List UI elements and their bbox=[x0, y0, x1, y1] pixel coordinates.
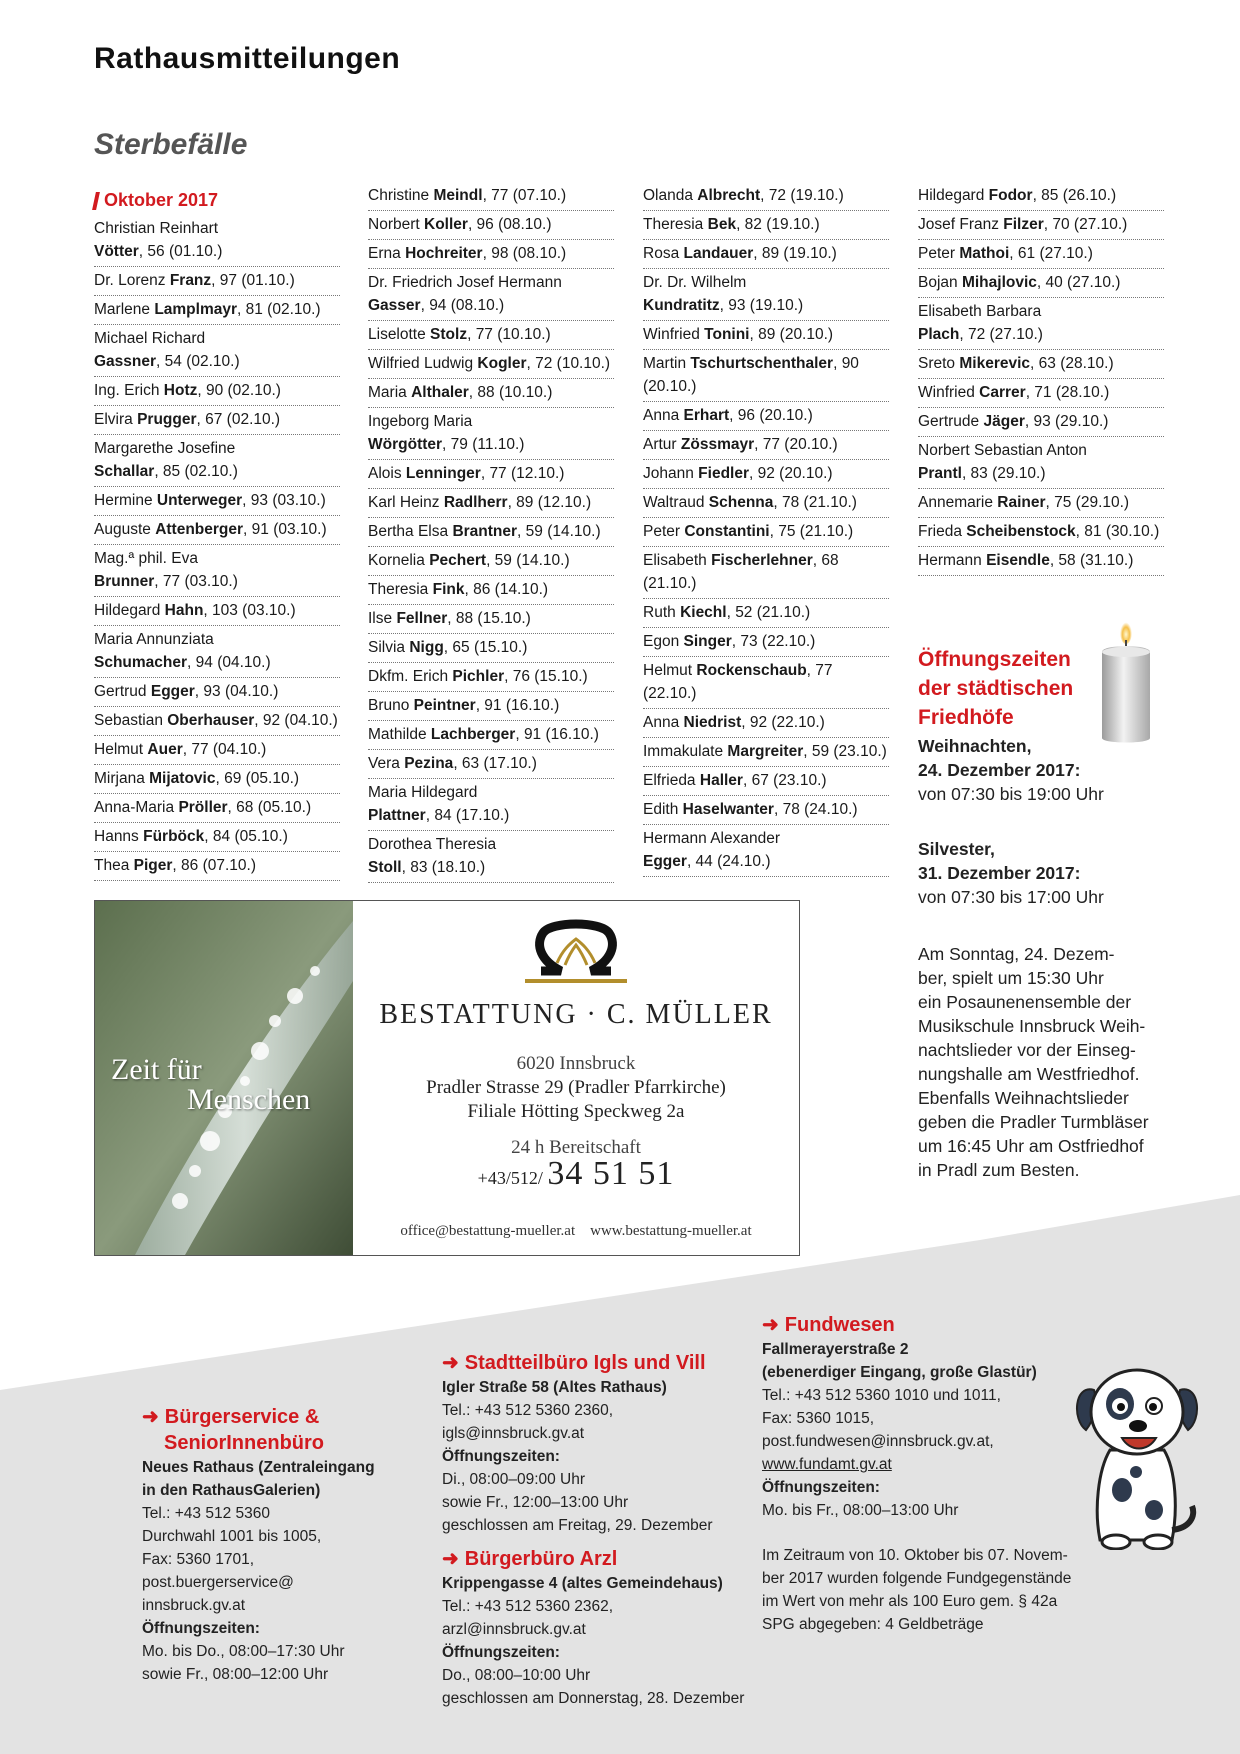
section-title: Sterbefälle bbox=[94, 128, 248, 161]
surname: Stolz bbox=[430, 326, 468, 343]
obituary-entry: Anna-Maria Pröller, 68 (05.10.) bbox=[94, 794, 340, 823]
ad-branch: Filiale Hötting Speckweg 2a bbox=[467, 1101, 685, 1122]
surname: Radlherr bbox=[443, 494, 508, 511]
surname: Gasser bbox=[368, 297, 421, 314]
surname: Peintner bbox=[413, 697, 476, 714]
surname: Kogler bbox=[477, 355, 527, 372]
surname: Oberhauser bbox=[167, 712, 255, 729]
surname: Mihajlovic bbox=[961, 274, 1037, 291]
obituary-entry: Elfrieda Haller, 67 (23.10.) bbox=[643, 767, 889, 796]
surname: Fischerlehner bbox=[711, 552, 813, 569]
surname: Scheibenstock bbox=[966, 523, 1076, 540]
obituary-entry: Michael Richard Gassner, 54 (02.10.) bbox=[94, 325, 340, 377]
obituary-entry: Margarethe Josefine Schallar, 85 (02.10.) bbox=[94, 435, 340, 487]
obituary-entry: Auguste Attenberger, 91 (03.10.) bbox=[94, 516, 340, 545]
surname: Margreiter bbox=[727, 743, 804, 760]
obituary-entry: Maria Annunziata Schumacher, 94 (04.10.) bbox=[94, 626, 340, 678]
new-years-eve-hours: Silvester, 31. Dezember 2017: von 07:30 bis 17:00 Uhr bbox=[918, 839, 1104, 907]
arrow-right-icon: ➜ bbox=[442, 1548, 459, 1570]
obituary-entry: Hildegard Hahn, 103 (03.10.) bbox=[94, 597, 340, 626]
obituary-entry: Winfried Carrer, 71 (28.10.) bbox=[918, 379, 1164, 408]
fundamt-website-link[interactable]: www.fundamt.gv.at bbox=[762, 1456, 892, 1473]
obituary-entry: Norbert Koller, 96 (08.10.) bbox=[368, 211, 614, 240]
obituary-entry: Wilfried Ludwig Kogler, 72 (10.10.) bbox=[368, 350, 614, 379]
arrow-right-icon: ➜ bbox=[442, 1352, 459, 1374]
obituary-entry: Theresia Bek, 82 (19.10.) bbox=[643, 211, 889, 240]
surname: Fiedler bbox=[698, 465, 749, 482]
surname: Rainer bbox=[997, 494, 1046, 511]
surname: Fodor bbox=[988, 187, 1033, 204]
obituary-entry: Gertrud Egger, 93 (04.10.) bbox=[94, 678, 340, 707]
obituary-entry: Dr. Friedrich Josef Hermann Gasser, 94 (08.10.) bbox=[368, 269, 614, 321]
surname: Rockenschaub bbox=[696, 662, 807, 679]
omega-logo-icon bbox=[521, 915, 631, 987]
surname: Brantner bbox=[452, 523, 518, 540]
arzl-email-link[interactable]: arzl@innsbruck.gv.at bbox=[442, 1621, 586, 1638]
surname: Bek bbox=[707, 216, 737, 233]
obituary-entry: Sreto Mikerevic, 63 (28.10.) bbox=[918, 350, 1164, 379]
obituary-entry: Artur Zössmayr, 77 (20.10.) bbox=[643, 431, 889, 460]
surname: Pichler bbox=[452, 668, 505, 685]
office-title: ➜ Stadtteilbüro Igls und Vill bbox=[442, 1352, 706, 1374]
surname: Pezina bbox=[404, 755, 454, 772]
obituary-entry: Liselotte Stolz, 77 (10.10.) bbox=[368, 321, 614, 350]
obituary-entry: Karl Heinz Radlherr, 89 (12.10.) bbox=[368, 489, 614, 518]
obituary-entry: Hanns Fürböck, 84 (05.10.) bbox=[94, 823, 340, 852]
page-header: Rathausmitteilungen bbox=[94, 42, 401, 75]
ad-text-panel bbox=[353, 901, 799, 1255]
surname: Landauer bbox=[683, 245, 754, 262]
office-title: ➜ Bürgerservice & bbox=[142, 1406, 320, 1428]
obituary-column-2 bbox=[368, 182, 614, 883]
office-buergerservice: ➜ Bürgerservice & SeniorInnenbüro Neues Rathaus (Zentraleingang in den RathausGalerien) Tel.: +43 512 5360 Durchwahl 1001 bis 1005, Fax: 5360 1701, post.buergerservice@ innsbruck.gv.at Öffnungszeiten: Mo. bis Do., 08:00–17:30 Uhr sowie Fr., 08:00–12:00 Uhr bbox=[142, 1406, 375, 1683]
obituary-entry: Kornelia Pechert, 59 (14.10.) bbox=[368, 547, 614, 576]
fundwesen-email-link[interactable]: post.fundwesen@innsbruck.gv.at, bbox=[762, 1433, 994, 1450]
surname: Niedrist bbox=[683, 714, 742, 731]
surname: Albrecht bbox=[697, 187, 761, 204]
igls-email-link[interactable]: igls@innsbruck.gv.at bbox=[442, 1425, 585, 1442]
surname: Hahn bbox=[164, 602, 204, 619]
ad-email-link[interactable]: office@bestattung-mueller.at bbox=[400, 1223, 576, 1239]
surname: Constantini bbox=[684, 523, 770, 540]
surname: Erhart bbox=[683, 407, 730, 424]
surname: Fürböck bbox=[143, 828, 205, 845]
surname: Unterweger bbox=[156, 492, 243, 509]
surname: Egger bbox=[643, 853, 687, 870]
obituary-entry: Erna Hochreiter, 98 (08.10.) bbox=[368, 240, 614, 269]
obituary-entry: Egon Singer, 73 (22.10.) bbox=[643, 628, 889, 657]
surname: Gassner bbox=[94, 353, 157, 370]
surname: Meindl bbox=[433, 187, 483, 204]
surname: Lenninger bbox=[405, 465, 481, 482]
surname: Zössmayr bbox=[680, 436, 755, 453]
surname: Haselwanter bbox=[682, 801, 774, 818]
cemetery-music-note: Am Sonntag, 24. Dezem- ber, spielt um 15:30 Uhr ein Posaunenensemble der Musikschule Innsbruck Weih- nachtslieder vor der Einseg- nungshalle am Westfriedhof. Ebenfalls Weihnachtslieder geben die Pradler Turmbläser um 16:45 Uhr am Ostfriedhof in Pradl zum Besten. bbox=[918, 944, 1149, 1180]
surname: Brunner bbox=[94, 573, 155, 590]
obituary-entry: Christian Reinhart Vötter, 56 (01.10.) bbox=[94, 215, 340, 267]
surname: Franz bbox=[169, 272, 212, 289]
obituary-entry: Hermine Unterweger, 93 (03.10.) bbox=[94, 487, 340, 516]
office-fundwesen: ➜ Fundwesen Fallmerayerstraße 2 (ebenerdiger Eingang, große Glastür) Tel.: +43 512 5360 1010 und 1011, Fax: 5360 1015, post.fundwesen@innsbruck.gv.at, www.fundamt.gv.at Öffnungszeiten: Mo. bis Fr., 08:00–13:00 Uhr Im Zeitraum von 10. Oktober bis 07. Novem- ber 2017 wurden folgende Fundgegenstände im Wert von mehr als 100 Euro gem. § 42a SPG abgegeben: 4 Geldbeträge bbox=[762, 1314, 1072, 1633]
obituary-entry: Mag.ª phil. Eva Brunner, 77 (03.10.) bbox=[94, 545, 340, 597]
surname: Koller bbox=[424, 216, 468, 233]
obituary-entry: Dr. Lorenz Franz, 97 (01.10.) bbox=[94, 267, 340, 296]
ad-slogan-line-1: Zeit für bbox=[111, 1053, 202, 1086]
obituary-entry: Bertha Elsa Brantner, 59 (14.10.) bbox=[368, 518, 614, 547]
surname: Lachberger bbox=[430, 726, 516, 743]
obituary-entry: Immakulate Margreiter, 59 (23.10.) bbox=[643, 738, 889, 767]
obituary-entry: Annemarie Rainer, 75 (29.10.) bbox=[918, 489, 1164, 518]
surname: Carrer bbox=[979, 384, 1026, 401]
obituary-entry: Norbert Sebastian Anton Prantl, 83 (29.10.) bbox=[918, 437, 1164, 489]
obituary-entry: Ingeborg Maria Wörgötter, 79 (11.10.) bbox=[368, 408, 614, 460]
surname: Pechert bbox=[429, 552, 487, 569]
surname: Tonini bbox=[704, 326, 750, 343]
surname: Auer bbox=[147, 741, 183, 758]
obituary-entry: Anna Niedrist, 92 (22.10.) bbox=[643, 709, 889, 738]
obituary-column-1 bbox=[94, 178, 340, 881]
surname: Jäger bbox=[983, 413, 1025, 430]
ad-city: 6020 Innsbruck bbox=[516, 1053, 636, 1074]
surname: Singer bbox=[683, 633, 732, 650]
obituary-entry: Ing. Erich Hotz, 90 (02.10.) bbox=[94, 377, 340, 406]
surname: Stoll bbox=[368, 859, 402, 876]
surname: Plach bbox=[918, 326, 960, 343]
obituary-entry: Dkfm. Erich Pichler, 76 (15.10.) bbox=[368, 663, 614, 692]
surname: Schumacher bbox=[94, 654, 188, 671]
office-title: ➜ Fundwesen bbox=[762, 1314, 895, 1336]
obituary-entry: Hildegard Fodor, 85 (26.10.) bbox=[918, 182, 1164, 211]
obituary-entry: Rosa Landauer, 89 (19.10.) bbox=[643, 240, 889, 269]
surname: Prantl bbox=[918, 465, 962, 482]
surname: Schallar bbox=[94, 463, 155, 480]
surname: Haller bbox=[699, 772, 743, 789]
obituary-entry: Josef Franz Filzer, 70 (27.10.) bbox=[918, 211, 1164, 240]
obituary-entry: Olanda Albrecht, 72 (19.10.) bbox=[643, 182, 889, 211]
obituary-entry: Sebastian Oberhauser, 92 (04.10.) bbox=[94, 707, 340, 736]
obituary-entry: Alois Lenninger, 77 (12.10.) bbox=[368, 460, 614, 489]
office-title: ➜ Bürgerbüro Arzl bbox=[442, 1548, 618, 1570]
surname: Althaler bbox=[411, 384, 469, 401]
obituary-entry: Martin Tschurtschenthaler, 90 (20.10.) bbox=[643, 350, 889, 402]
surname: Hochreiter bbox=[405, 245, 483, 262]
surname: Filzer bbox=[1003, 216, 1044, 233]
surname: Egger bbox=[150, 683, 195, 700]
ad-phone: +43/512/ 34 51 51 bbox=[477, 1155, 675, 1192]
obituary-column-4 bbox=[918, 182, 1164, 576]
buergerservice-email-link[interactable]: post.buergerservice@ bbox=[142, 1574, 294, 1591]
obituary-entry: Bruno Peintner, 91 (16.10.) bbox=[368, 692, 614, 721]
surname: Hotz bbox=[163, 382, 198, 399]
obituary-entry: Dr. Dr. Wilhelm Kundratitz, 93 (19.10.) bbox=[643, 269, 889, 321]
obituary-entry: Mathilde Lachberger, 91 (16.10.) bbox=[368, 721, 614, 750]
obituary-entry: Dorothea Theresia Stoll, 83 (18.10.) bbox=[368, 831, 614, 883]
dog-mascot-icon bbox=[1072, 1360, 1202, 1550]
surname: Mathoi bbox=[959, 245, 1010, 262]
obituary-entry: Helmut Rockenschaub, 77 (22.10.) bbox=[643, 657, 889, 709]
obituary-entry: Maria Hildegard Plattner, 84 (17.10.) bbox=[368, 779, 614, 831]
arrow-right-icon: ➜ bbox=[762, 1314, 779, 1336]
surname: Kiechl bbox=[680, 604, 727, 621]
office-igls-vill: ➜ Stadtteilbüro Igls und Vill Igler Straße 58 (Altes Rathaus) Tel.: +43 512 5360 2360, igls@innsbruck.gv.at Öffnungszeiten: Di., 08:00–09:00 Uhr sowie Fr., 12:00–13:00 Uhr geschlossen am Freitag, 29. Dezember bbox=[442, 1352, 713, 1534]
obituary-entry: Gertrude Jäger, 93 (29.10.) bbox=[918, 408, 1164, 437]
obituary-entry: Vera Pezina, 63 (17.10.) bbox=[368, 750, 614, 779]
ad-website-link[interactable]: www.bestattung-mueller.at bbox=[590, 1223, 752, 1239]
obituary-entry: Hermann Alexander Egger, 44 (24.10.) bbox=[643, 825, 889, 877]
obituary-entry: Elisabeth Barbara Plach, 72 (27.10.) bbox=[918, 298, 1164, 350]
obituary-entry: Peter Mathoi, 61 (27.10.) bbox=[918, 240, 1164, 269]
surname: Lamplmayr bbox=[154, 301, 238, 318]
surname: Prugger bbox=[137, 411, 197, 428]
ad-contacts bbox=[353, 1223, 799, 1240]
surname: Wörgötter bbox=[368, 436, 443, 453]
obituary-entry: Helmut Auer, 77 (04.10.) bbox=[94, 736, 340, 765]
month-heading: Oktober 2017 bbox=[94, 190, 340, 211]
office-arzl: ➜ Bürgerbüro Arzl Krippengasse 4 (altes Gemeindehaus) Tel.: +43 512 5360 2362, arzl@innsbruck.gv.at Öffnungszeiten: Do., 08:00–10:00 Uhr geschlossen am Donnerstag, 28. Dezember bbox=[442, 1548, 745, 1707]
red-marker-icon bbox=[92, 192, 100, 210]
ad-slogan-line-2: Menschen bbox=[187, 1083, 311, 1116]
obituary-entry: Christine Meindl, 77 (07.10.) bbox=[368, 182, 614, 211]
obituary-entry: Mirjana Mijatovic, 69 (05.10.) bbox=[94, 765, 340, 794]
water-drop-photo bbox=[95, 901, 353, 1255]
funeral-home-ad bbox=[94, 900, 800, 1256]
surname: Piger bbox=[133, 857, 173, 874]
obituary-entry: Elisabeth Fischerlehner, 68 (21.10.) bbox=[643, 547, 889, 599]
obituary-entry: Theresia Fink, 86 (14.10.) bbox=[368, 576, 614, 605]
obituary-entry: Marlene Lamplmayr, 81 (02.10.) bbox=[94, 296, 340, 325]
surname: Kundratitz bbox=[643, 297, 720, 314]
obituary-entry: Winfried Tonini, 89 (20.10.) bbox=[643, 321, 889, 350]
obituary-entry: Anna Erhart, 96 (20.10.) bbox=[643, 402, 889, 431]
surname: Nigg bbox=[409, 639, 444, 656]
surname: Fink bbox=[432, 581, 465, 598]
surname: Tschurtschenthaler bbox=[690, 355, 834, 372]
cemetery-hours-title: Öffnungszeiten der städtischen Friedhöfe bbox=[918, 648, 1074, 729]
obituary-entry: Silvia Nigg, 65 (15.10.) bbox=[368, 634, 614, 663]
obituary-entry: Thea Piger, 86 (07.10.) bbox=[94, 852, 340, 881]
obituary-entry: Waltraud Schenna, 78 (21.10.) bbox=[643, 489, 889, 518]
surname: Mikerevic bbox=[959, 355, 1031, 372]
surname: Eisendle bbox=[986, 552, 1050, 569]
obituary-entry: Frieda Scheibenstock, 81 (30.10.) bbox=[918, 518, 1164, 547]
obituary-entry: Edith Haselwanter, 78 (24.10.) bbox=[643, 796, 889, 825]
ad-availability: 24 h Bereitschaft bbox=[511, 1137, 641, 1158]
ad-address: Pradler Strasse 29 (Pradler Pfarrkirche) bbox=[426, 1077, 726, 1098]
surname: Plattner bbox=[368, 807, 426, 824]
obituary-column-3 bbox=[643, 182, 889, 877]
obituary-entry: Hermann Eisendle, 58 (31.10.) bbox=[918, 547, 1164, 576]
surname: Mijatovic bbox=[149, 770, 216, 787]
christmas-hours: Weihnachten, 24. Dezember 2017: von 07:30 bis 19:00 Uhr bbox=[918, 736, 1104, 804]
surname: Vötter bbox=[94, 243, 139, 260]
obituary-entry: Johann Fiedler, 92 (20.10.) bbox=[643, 460, 889, 489]
arrow-right-icon: ➜ bbox=[142, 1406, 159, 1428]
obituary-entry: Maria Althaler, 88 (10.10.) bbox=[368, 379, 614, 408]
surname: Schenna bbox=[708, 494, 774, 511]
surname: Fellner bbox=[396, 610, 448, 627]
surname: Attenberger bbox=[155, 521, 244, 538]
obituary-entry: Ilse Fellner, 88 (15.10.) bbox=[368, 605, 614, 634]
surname: Pröller bbox=[178, 799, 228, 816]
candle-icon bbox=[1098, 620, 1154, 744]
obituary-entry: Ruth Kiechl, 52 (21.10.) bbox=[643, 599, 889, 628]
obituary-entry: Bojan Mihajlovic, 40 (27.10.) bbox=[918, 269, 1164, 298]
obituary-entry: Peter Constantini, 75 (21.10.) bbox=[643, 518, 889, 547]
ad-brand-name: BESTATTUNG · C. MÜLLER bbox=[379, 999, 773, 1030]
obituary-entry: Elvira Prugger, 67 (02.10.) bbox=[94, 406, 340, 435]
